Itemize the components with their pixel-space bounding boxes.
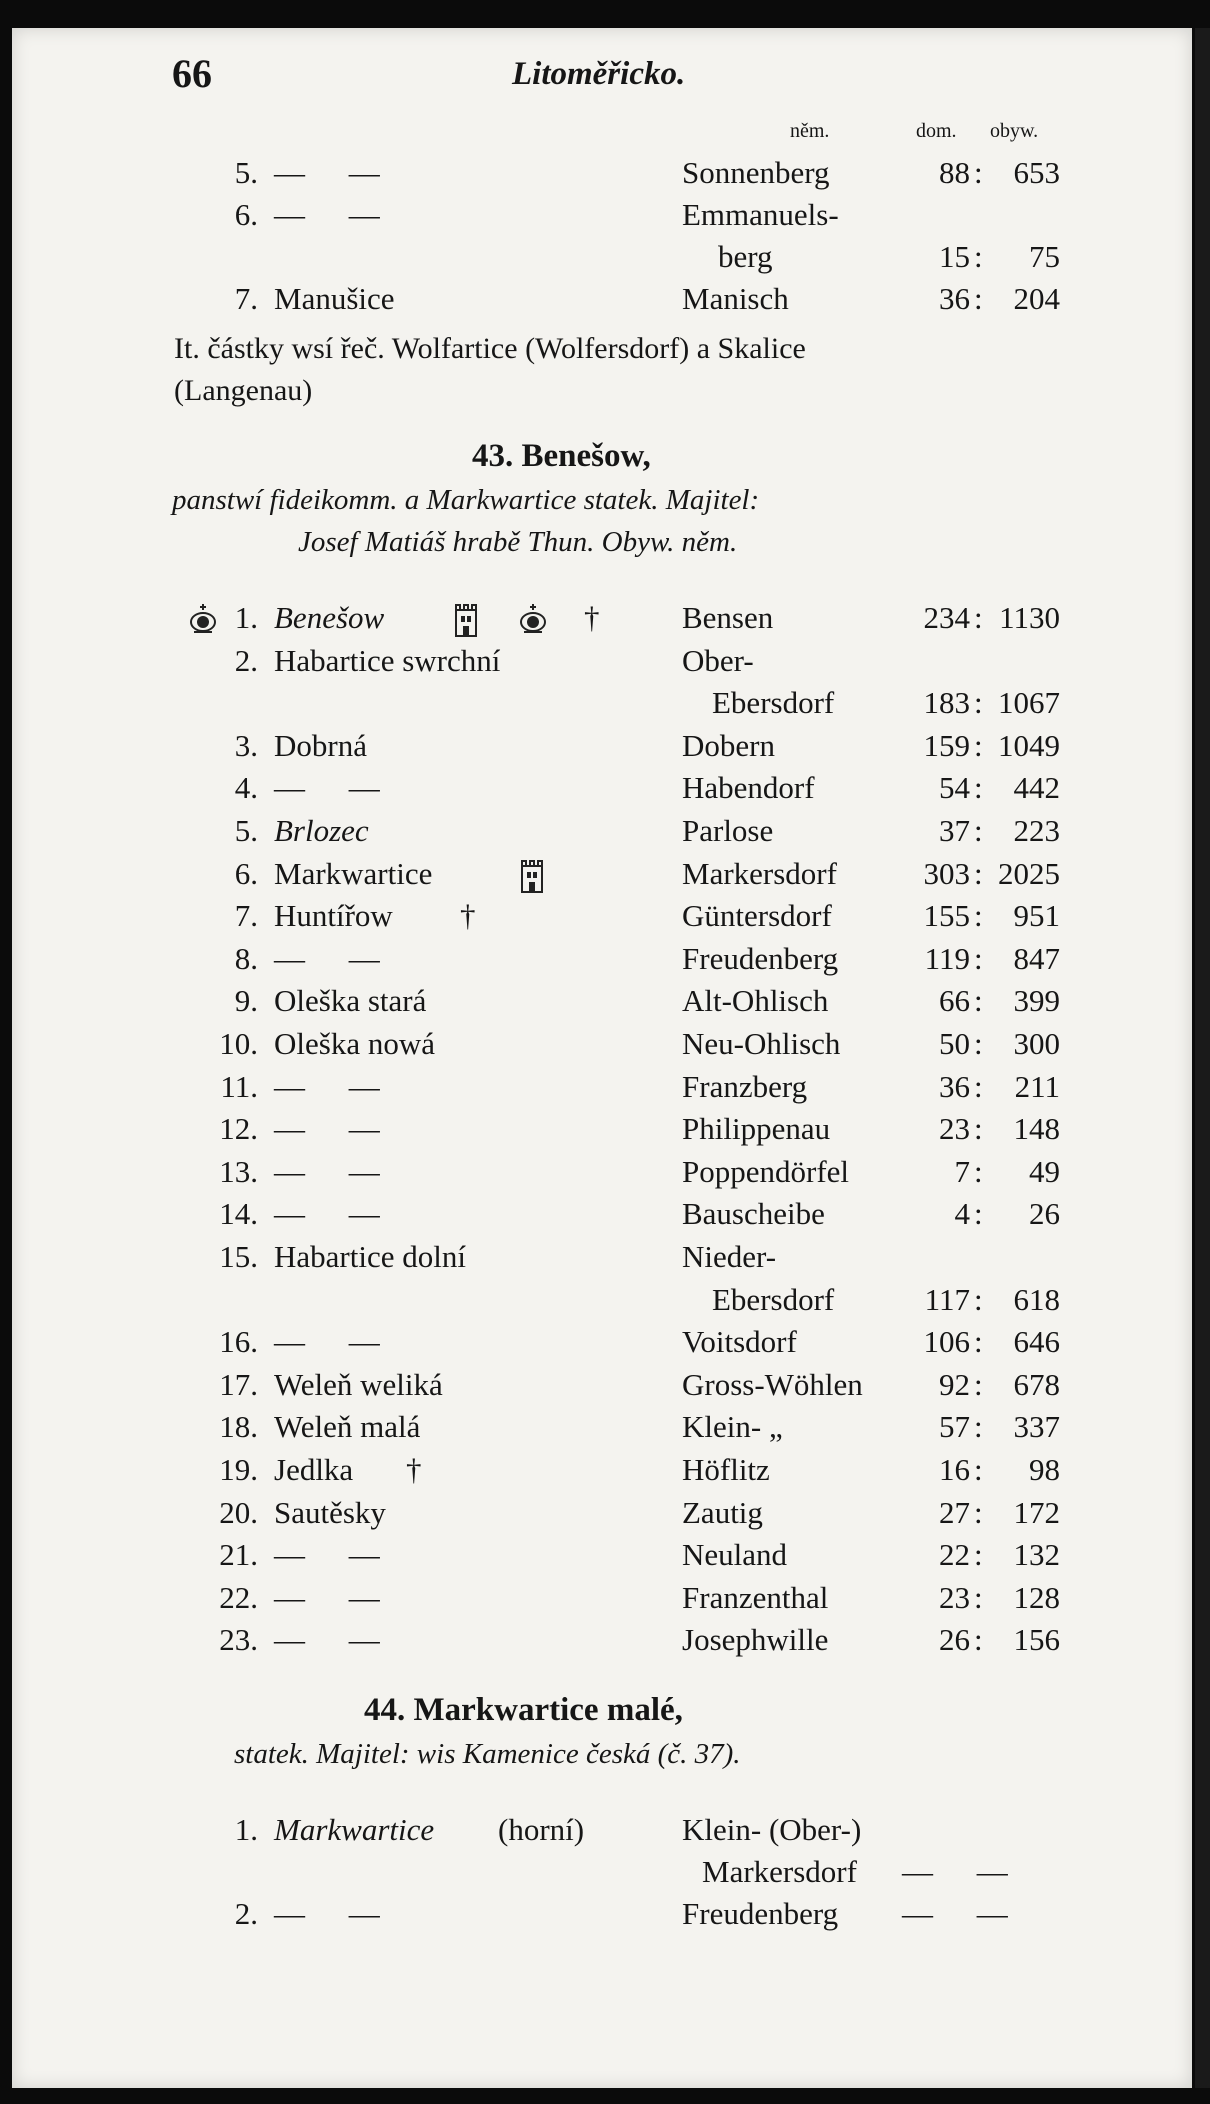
section-subheading: Josef Matiáš hrabě Thun. Obyw. něm. [298,526,738,558]
section-heading: 43. Benešow, [472,438,651,474]
population-count: 646 [1013,1324,1060,1360]
houses-count: 183 [923,685,970,721]
german-name: Ober- [682,642,754,678]
row-number: 11. [220,1068,258,1104]
houses-count: 159 [923,727,970,763]
row-number: 18. [219,1409,258,1445]
german-name: Dobern [682,727,775,763]
table-row [12,643,1192,685]
czech-name: Markwartice [274,855,433,891]
houses-count: 7 [954,1153,970,1189]
separator: : [974,1622,983,1658]
czech-name: Habartice swrchní [274,642,501,678]
running-title: Litoměřicko. [512,56,686,92]
czech-name: — — [274,197,398,232]
population-count: 399 [1013,983,1060,1019]
houses-count: 303 [923,855,970,891]
population-count: 211 [1014,1068,1060,1104]
row-number: 9. [234,983,258,1019]
houses-count: 22 [939,1537,970,1573]
row-number: 7. [234,898,258,934]
section-subheading: panstwí fideikomm. a Markwartice statek. Majitel: [172,484,760,516]
german-name: Voitsdorf [682,1324,797,1360]
separator: : [974,898,983,934]
german-name: Neuland [682,1537,788,1573]
table-row [12,1154,1192,1196]
column-header-dom: dom. [916,120,957,142]
german-name: Habendorf [682,770,815,806]
separator: : [974,1494,983,1530]
houses-count: 92 [939,1366,970,1402]
houses-count: 88 [939,155,970,190]
czech-name: — — [274,770,398,806]
separator: : [974,1068,983,1104]
castle-icon [518,858,546,902]
table-row [12,239,1192,281]
german-name: Sonnenberg [682,155,830,190]
population-count: 204 [1013,281,1060,316]
houses-count: 27 [939,1494,970,1530]
german-name: Bensen [682,600,774,635]
houses-count: 119 [924,940,970,976]
table-row [12,728,1192,770]
table-row [12,813,1192,855]
population-count: 653 [1013,155,1060,190]
table-row [12,898,1192,940]
houses-count: 234 [923,600,970,635]
czech-name: — — [274,1111,398,1147]
row-number: 16. [219,1324,258,1360]
population-count: 172 [1013,1494,1060,1530]
page-gutter [1195,28,1210,2088]
row-number: 12. [219,1111,258,1147]
table-row [12,770,1192,812]
houses-count: 26 [939,1622,970,1658]
population-count: 128 [1013,1579,1060,1615]
german-name: Alt-Ohlisch [682,983,829,1019]
german-name: Franzberg [682,1068,808,1104]
row-number: 17. [219,1366,258,1402]
table-row [12,1622,1192,1664]
population-count: 75 [1029,239,1060,274]
czech-name: — — [274,1537,398,1573]
column-header-obyw: obyw. [990,120,1039,142]
german-name: Neu-Ohlisch [682,1026,841,1061]
separator: : [974,1409,983,1445]
czech-name: — — [274,1324,398,1360]
czech-name: Benešow [274,600,385,635]
cross-icon: † [584,600,600,635]
czech-name: — — [274,1068,398,1104]
houses-count: 106 [923,1324,970,1360]
population-count: 300 [1013,1026,1060,1061]
population-count: 847 [1013,940,1060,976]
houses-count: 117 [924,1281,970,1317]
row-number: 10. [219,1026,258,1061]
empty-values: — — [902,1896,1026,1931]
separator: : [974,239,983,274]
church-icon [188,602,218,644]
german-name: Ebersdorf [712,1281,835,1317]
separator: : [974,1537,983,1573]
german-name: Klein- „ [682,1409,783,1445]
table-row [12,1580,1192,1622]
separator: : [974,983,983,1019]
table-row [12,1409,1192,1451]
row-number: 3. [234,727,258,763]
czech-name: — — [274,155,398,190]
houses-count: 36 [939,281,970,316]
population-count: 49 [1029,1153,1060,1189]
houses-count: 37 [939,813,970,848]
german-name: Bauscheibe [682,1196,825,1232]
german-name: Klein- (Ober-) [682,1812,862,1847]
population-count: 148 [1013,1111,1060,1147]
czech-name: Habartice dolní [274,1239,466,1274]
czech-name: — — [274,1153,398,1189]
separator: : [974,770,983,806]
cross-icon: † [460,898,476,934]
population-count: 337 [1013,1409,1060,1445]
table-row [12,1026,1192,1068]
houses-count: 155 [923,898,970,934]
row-number: 2. [234,1896,258,1931]
separator: : [974,1579,983,1615]
table-row [12,1537,1192,1579]
table-row [12,1282,1192,1324]
separator: : [974,600,983,635]
separator: : [974,281,983,316]
czech-name: — — [274,1896,398,1931]
czech-name: — — [274,940,398,976]
separator: : [974,1153,983,1189]
czech-name: Manušice [274,281,395,316]
german-name: Ebersdorf [712,685,835,721]
page-number: 66 [172,51,212,96]
row-number: 19. [219,1452,258,1487]
table-row [12,1196,1192,1238]
separator: : [974,155,983,190]
czech-name: Weleň malá [274,1409,421,1445]
population-count: 156 [1013,1622,1060,1658]
table-row [12,1367,1192,1409]
czech-name: Oleška stará [274,983,427,1019]
houses-count: 15 [939,239,970,274]
german-name: Philippenau [682,1111,831,1147]
separator: : [974,1026,983,1061]
czech-name: Brlozec [274,813,369,848]
row-number: 2. [234,642,258,678]
table-row [12,155,1192,197]
table-row [12,1495,1192,1537]
german-name: Markersdorf [702,1854,857,1889]
book-page [12,28,1192,2088]
population-count: 2025 [998,855,1060,891]
row-number: 4. [234,770,258,806]
population-count: 442 [1013,770,1060,806]
czech-name: — — [274,1196,398,1232]
czech-name: Oleška nowá [274,1026,435,1061]
table-row [12,1069,1192,1111]
german-name: Freudenberg [682,940,839,976]
population-count: 223 [1013,813,1060,848]
section-heading: 44. Markwartice malé, [364,1692,683,1728]
czech-name: Dobrná [274,727,367,763]
population-count: 1049 [998,727,1060,763]
separator: : [974,727,983,763]
table-row [12,983,1192,1025]
table-row [12,1239,1192,1281]
church-icon [518,602,548,644]
separator: : [974,1366,983,1402]
row-number: 22. [219,1579,258,1615]
table-row [12,1324,1192,1366]
table-row [12,281,1192,323]
row-number: 23. [219,1622,258,1658]
czech-name: Huntířow [274,898,393,934]
separator: : [974,1196,983,1232]
houses-count: 23 [939,1111,970,1147]
section-subheading: statek. Majitel: wis Kamenice česká (č. 37). [234,1738,741,1770]
row-number: 6. [234,855,258,891]
row-number: 5. [234,155,258,190]
table-row [12,1111,1192,1153]
houses-count: 16 [939,1452,970,1487]
note-line: (Langenau) [174,374,313,407]
population-count: 951 [1013,898,1060,934]
separator: : [974,855,983,891]
separator: : [974,685,983,721]
separator: : [974,1452,983,1487]
row-number: 7. [234,281,258,316]
table-row [12,1452,1192,1494]
table-row [12,197,1192,239]
population-count: 26 [1029,1196,1060,1232]
separator: : [974,1281,983,1317]
houses-count: 23 [939,1579,970,1615]
population-count: 1130 [999,600,1060,635]
czech-name: — — [274,1579,398,1615]
table-row [12,1854,1192,1896]
note-line: It. částky wsí řeč. Wolfartice (Wolfersdorf) a Skalice [174,332,806,365]
row-number: 14. [219,1196,258,1232]
german-name: Freudenberg [682,1896,839,1931]
german-name: Markersdorf [682,855,837,891]
houses-count: 57 [939,1409,970,1445]
row-number: 20. [219,1494,258,1530]
table-row [12,685,1192,727]
population-count: 98 [1029,1452,1060,1487]
czech-name: Weleň weliká [274,1366,443,1402]
table-row [12,1812,1192,1854]
table-row [12,941,1192,983]
row-number: 1. [234,600,258,635]
czech-name: Sautěsky [274,1494,386,1530]
german-name: Manisch [682,281,789,316]
german-name: Franzenthal [682,1579,829,1615]
german-name: Parlose [682,813,774,848]
cross-icon: † [406,1452,422,1487]
houses-count: 4 [954,1196,970,1232]
castle-icon [452,602,480,646]
czech-name: Markwartice [274,1812,435,1847]
row-number: 15. [219,1239,258,1274]
population-count: 618 [1013,1281,1060,1317]
row-number: 1. [234,1812,258,1847]
german-name: Emmanuels- [682,197,839,232]
separator: : [974,1324,983,1360]
table-row [12,600,1192,642]
row-number: 8. [234,940,258,976]
czech-name: — — [274,1622,398,1658]
german-name: Gross-Wöhlen [682,1366,863,1402]
german-name: Höflitz [682,1452,770,1487]
separator: : [974,940,983,976]
german-name: Josephwille [682,1622,829,1658]
empty-values: — — [902,1854,1026,1889]
column-header-nem: něm. [790,120,830,142]
row-number: 5. [234,813,258,848]
row-number: 21. [219,1537,258,1573]
houses-count: 36 [939,1068,970,1104]
german-name: berg [718,239,773,274]
population-count: 1067 [998,685,1060,721]
houses-count: 50 [939,1026,970,1061]
german-name: Güntersdorf [682,898,832,934]
german-name: Zautig [682,1494,763,1530]
german-name: Poppendörfel [682,1153,850,1189]
czech-name-qualifier: (horní) [498,1812,585,1847]
houses-count: 66 [939,983,970,1019]
table-row [12,1896,1192,1938]
table-row [12,856,1192,898]
row-number: 13. [219,1153,258,1189]
separator: : [974,1111,983,1147]
separator: : [974,813,983,848]
row-number: 6. [234,197,258,232]
houses-count: 54 [939,770,970,806]
population-count: 132 [1013,1537,1060,1573]
population-count: 678 [1013,1366,1060,1402]
czech-name: Jedlka [274,1452,354,1487]
german-name: Nieder- [682,1239,777,1274]
